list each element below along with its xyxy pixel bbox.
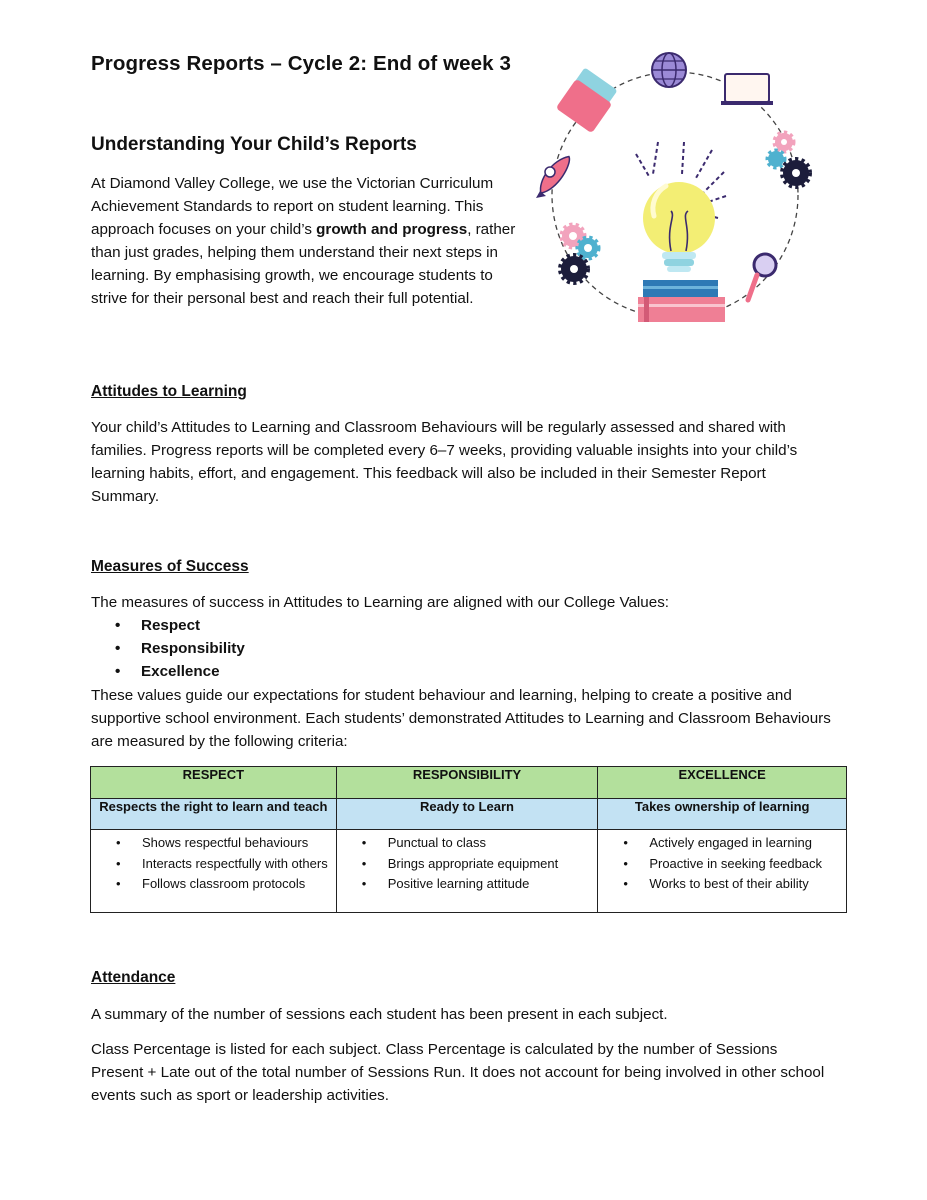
- column-header-excellence: EXCELLENCE: [598, 767, 847, 799]
- table-cell: [91, 830, 337, 913]
- list-item: • Interacts respectfully with others: [91, 854, 336, 875]
- understanding-heading: Understanding Your Child’s Reports: [91, 134, 417, 155]
- learning-illustration: [526, 46, 822, 328]
- attitudes-heading: Attitudes to Learning: [91, 383, 247, 400]
- measures-outro: These values guide our expectations for student behaviour and learning, helping to create a positive and supportive school environment. Each students’ demonstrated Attitudes to Learning and Classroom Behaviours are measured by the following criteria:: [91, 687, 831, 751]
- list-item: • Responsibility: [91, 637, 245, 660]
- column-subheader: Takes ownership of learning: [598, 799, 847, 830]
- list-item: • Proactive in seeking feedback: [598, 854, 846, 875]
- list-item: • Works to best of their ability: [598, 874, 846, 895]
- values-list: [91, 614, 245, 683]
- attitudes-paragraph: Your child’s Attitudes to Learning and Classroom Behaviours will be regularly assessed and shared with families. Progress reports will be completed every 6–7 weeks, providing valuable insights into your child’s learning habits, effort, and engagement. This feedback will also be included in their Semester Report Summary.: [91, 419, 798, 506]
- understanding-paragraph: [91, 172, 516, 311]
- criteria-table: [90, 766, 847, 913]
- understanding-text-end: , rather than just grades, helping them understand their next steps in learning. By emphasising growth, we encourage students to strive for their personal best and reach their full potential.: [91, 221, 516, 308]
- light-bulb-icon: [643, 182, 715, 272]
- column-header-respect: RESPECT: [91, 767, 337, 799]
- table-row: [91, 799, 847, 830]
- list-item: • Actively engaged in learning: [598, 833, 846, 854]
- laptop-icon: [721, 74, 773, 105]
- attendance-paragraph-1: A summary of the number of sessions each student has been present in each subject.: [91, 1006, 668, 1023]
- list-item: • Brings appropriate equipment: [337, 854, 598, 875]
- table-cell: [336, 830, 598, 913]
- gears-icon: [768, 133, 809, 186]
- measures-intro: The measures of success in Attitudes to Learning are aligned with our College Values:: [91, 594, 670, 611]
- understanding-bold-text: growth and progress: [316, 221, 468, 239]
- table-cell: [598, 830, 847, 913]
- column-subheader: Respects the right to learn and teach: [91, 799, 337, 830]
- table-row: [91, 767, 847, 799]
- list-item: • Excellence: [91, 660, 245, 683]
- page-title: Progress Reports – Cycle 2: End of week 3: [91, 52, 511, 75]
- rocket-icon: [536, 151, 572, 199]
- list-item: • Shows respectful behaviours: [91, 833, 336, 854]
- column-header-responsibility: RESPONSIBILITY: [336, 767, 598, 799]
- list-item: • Punctual to class: [337, 833, 598, 854]
- globe-icon: [652, 53, 686, 87]
- column-subheader: Ready to Learn: [336, 799, 598, 830]
- attendance-heading: Attendance: [91, 969, 176, 986]
- understanding-text-start: At Diamond Valley College, we use the Victorian Curriculum Achievement Standards to report on student learning. This approach focuses on your child’s: [91, 175, 494, 239]
- list-item: • Follows classroom protocols: [91, 874, 336, 895]
- table-row: [91, 830, 847, 913]
- books-icon: [638, 280, 725, 322]
- list-item: • Respect: [91, 614, 245, 637]
- list-item: • Positive learning attitude: [337, 874, 598, 895]
- attendance-paragraph-2: Class Percentage is listed for each subject. Class Percentage is calculated by the number of Sessions Present + Late out of the total number of Sessions Run. It does not account for being involved in other school events such as sport or leadership activities.: [91, 1041, 825, 1105]
- folder-icon: [556, 67, 618, 133]
- measures-heading: Measures of Success: [91, 558, 249, 575]
- magnifier-icon: [748, 254, 776, 300]
